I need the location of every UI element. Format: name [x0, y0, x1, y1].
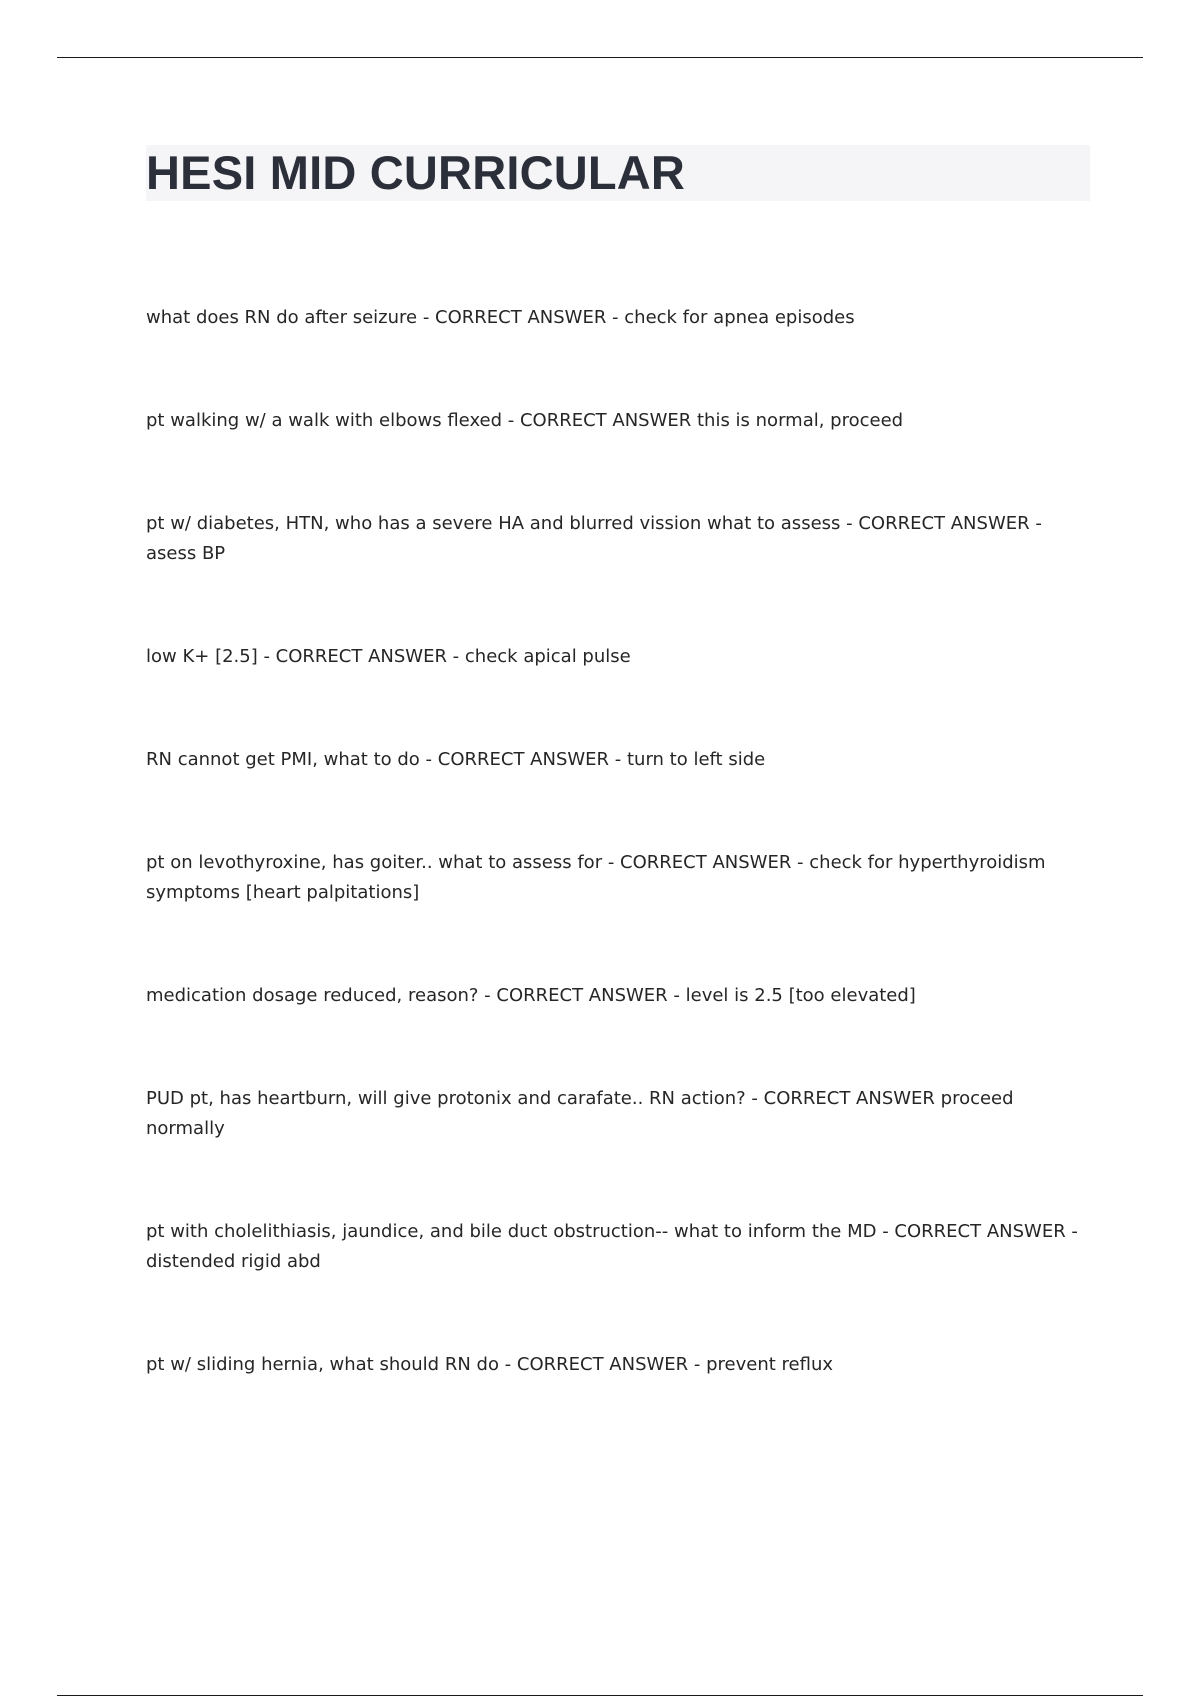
qa-item: pt walking w/ a walk with elbows flexed - CORRECT ANSWER this is normal, proceed: [146, 410, 904, 431]
qa-item: RN cannot get PMI, what to do - CORRECT ANSWER - turn to left side: [146, 749, 766, 770]
bottom-divider: [57, 1695, 1143, 1696]
qa-item: PUD pt, has heartburn, will give protonix and carafate.. RN action? - CORRECT ANSWER proceed normally: [146, 1088, 1014, 1139]
top-divider: [57, 57, 1143, 58]
page-title: HESI MID CURRICULAR: [146, 146, 686, 199]
qa-item: what does RN do after seizure - CORRECT ANSWER - check for apnea episodes: [146, 307, 855, 328]
qa-item: pt w/ sliding hernia, what should RN do - CORRECT ANSWER - prevent reflux: [146, 1354, 834, 1375]
qa-item: pt with cholelithiasis, jaundice, and bile duct obstruction-- what to inform the MD - CORRECT ANSWER - distended rigid abd: [146, 1221, 1078, 1272]
qa-item: low K+ [2.5] - CORRECT ANSWER - check apical pulse: [146, 646, 631, 667]
qa-item: pt on levothyroxine, has goiter.. what to assess for - CORRECT ANSWER - check for hyperthyroidism symptoms [heart palpitations]: [146, 852, 1046, 903]
qa-item: medication dosage reduced, reason? - CORRECT ANSWER - level is 2.5 [too elevated]: [146, 985, 916, 1006]
qa-item: pt w/ diabetes, HTN, who has a severe HA and blurred vission what to assess - CORRECT ANSWER - asess BP: [146, 513, 1042, 564]
